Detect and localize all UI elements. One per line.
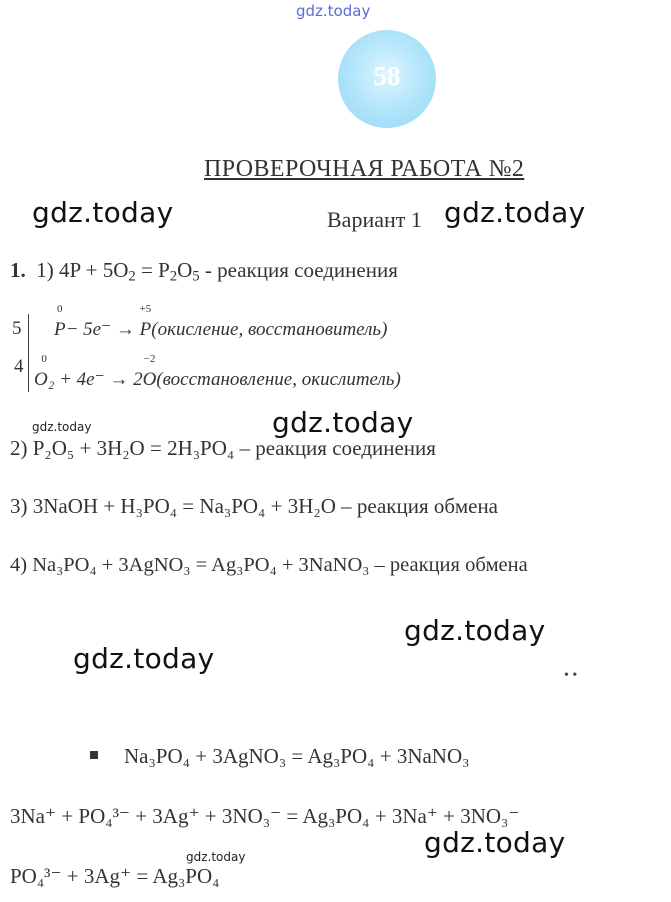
reaction-2: 2) P₂O₅ + 3H₂O = 2H₃PO₄ – реакция соединения [10,436,436,460]
balance-coef-2: 4 [14,356,24,377]
short-ionic-equation: PO₄³⁻ + 3Ag⁺ = Ag₃PO₄ [10,864,220,888]
full-ionic-equation: 3Na⁺ + PO₄³⁻ + 3Ag⁺ + 3NO₃⁻ = Ag₃PO₄ + 3Na⁺ + 3NO₃⁻ [10,804,520,828]
page-number-badge [338,30,436,128]
page-number: 58 [373,61,401,91]
reaction-4: 4) Na₃PO₄ + 3AgNO₃ = Ag₃PO₄ + 3NaNO₃ – реакция обмена [10,554,528,576]
balance-divider [28,314,29,392]
watermark-small: gdz.today [32,420,92,434]
watermark: gdz.today [32,196,174,229]
task-number: 1. [10,258,26,282]
variant-label: Вариант 1 [327,207,422,232]
reaction-1: 1. 1) $4P + 5O_2 = P_2O_5$ - реакция соединения [10,258,398,285]
watermark: gdz.today [444,196,586,229]
watermark: gdz.today [73,642,215,675]
watermark-top: gdz.today [296,2,371,20]
watermark: gdz.today [404,614,546,647]
watermark: gdz.today [272,406,414,439]
watermark: gdz.today [424,826,566,859]
molecular-equation: Na₃PO₄ + 3AgNO₃ = Ag₃PO₄ + 3NaNO₃ [124,744,470,768]
stray-mark: • • [564,668,578,683]
reaction-3: 3) 3NaOH + H₃PO₄ = Na₃PO₄ + 3H₂O – реакция обмена [10,494,499,518]
page-title: ПРОВЕРОЧНАЯ РАБОТА №2 [204,156,525,182]
half-reaction-reduction: 0 O₂ + 4e⁻ → 2 −2 O(восстановление, окислитель) [34,353,401,390]
watermark-small: gdz.today [186,850,246,864]
balance-coef-1: 5 [12,318,22,339]
bullet-icon [90,751,98,759]
half-reaction-oxidation: 0 P− 5e⁻ → +5 P(окисление, восстановитель) [54,303,388,340]
